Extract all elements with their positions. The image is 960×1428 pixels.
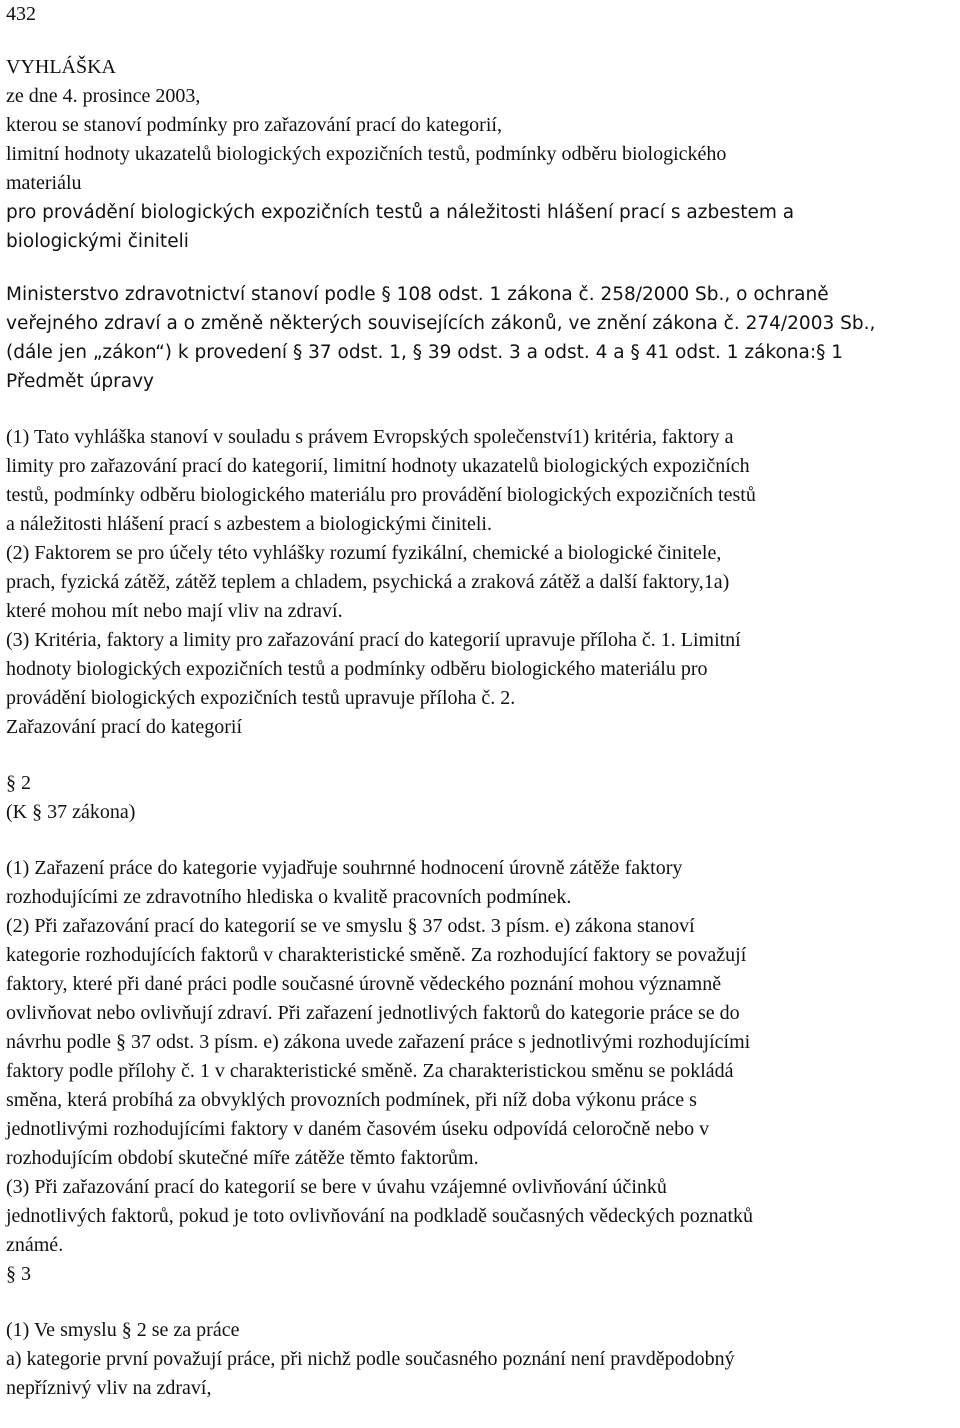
section-1-line: hodnoty biologických expozičních testů a podmínky odběru biologického materiálu pro [6, 658, 708, 680]
preamble-line: Ministerstvo zdravotnictví stanoví podle § 108 odst. 1 zákona č. 258/2000 Sb., o ochraně [6, 284, 829, 305]
section-1-line: (1) Tato vyhláška stanoví v souladu s právem Evropských společenství1) kritéria, faktory a [6, 426, 734, 448]
section-2-line: (1) Zařazení práce do kategorie vyjadřuje souhrnné hodnocení úrovně zátěže faktory [6, 857, 683, 879]
section-1-line: které mohou mít nebo mají vliv na zdraví. [6, 600, 343, 622]
section-2-line: jednotlivými rozhodujícími faktory v daném časovém úseku odpovídá celoročně nebo v [6, 1118, 710, 1140]
decree-header [6, 82, 956, 256]
section-2-line: kategorie rozhodujících faktorů v charakteristické směně. Za rozhodující faktory se považují [6, 944, 747, 966]
page-number: 432 [6, 3, 36, 25]
section-1-line: testů, podmínky odběru biologického materiálu pro provádění biologických expozičních testů [6, 484, 756, 506]
section-2-line: (2) Při zařazování prací do kategorií se ve smyslu § 37 odst. 3 písm. e) zákona stanoví [6, 915, 695, 937]
document-page [6, 0, 956, 1403]
document-title: VYHLÁŠKA [6, 56, 116, 78]
section-1-line: prach, fyzická zátěž, zátěž teplem a chladem, psychická a zraková zátěž a další faktory,1a) [6, 571, 730, 593]
section-3-line: nepříznivý vliv na zdraví, [6, 1377, 212, 1399]
section-3-heading: § 3 [6, 1263, 31, 1285]
header-line: pro provádění biologických expozičních testů a náležitosti hlášení prací s azbestem a [6, 202, 795, 223]
section-2-line: rozhodujícím období skutečné míře zátěže těmto faktorům. [6, 1147, 479, 1169]
header-line: biologickými činiteli [6, 231, 189, 252]
section-2-line: faktory, které při dané práci podle současné úrovně vědeckého poznání mohou významně [6, 973, 722, 995]
section-2-line: návrhu podle § 37 odst. 3 písm. e) zákona uvede zařazení práce s jednotlivými rozhodujícími [6, 1031, 751, 1053]
header-line: limitní hodnoty ukazatelů biologických expozičních testů, podmínky odběru biologického [6, 143, 727, 165]
section-1-line: (3) Kritéria, faktory a limity pro zařazování prací do kategorií upravuje příloha č. 1. Limitní [6, 629, 741, 651]
section-3-line: a) kategorie první považují práce, při nichž podle současného poznání není pravděpodobný [6, 1348, 735, 1370]
section-2 [6, 769, 956, 1260]
header-line: ze dne 4. prosince 2003, [6, 85, 201, 107]
section-3-line: (1) Ve smyslu § 2 se za práce [6, 1319, 240, 1341]
section-2-line: (3) Při zařazování prací do kategorií se bere v úvahu vzájemné ovlivňování účinků [6, 1176, 667, 1198]
section-1-line: limity pro zařazování prací do kategorií, limitní hodnoty ukazatelů biologických expozičních [6, 455, 750, 477]
section-3 [6, 1260, 956, 1403]
header-line: kterou se stanoví podmínky pro zařazování prací do kategorií, [6, 114, 502, 136]
section-1-line: provádění biologických expozičních testů upravuje příloha č. 2. [6, 687, 516, 709]
section-2-line: známé. [6, 1234, 64, 1256]
header-line: materiálu [6, 172, 82, 194]
section-2-reference: (K § 37 zákona) [6, 801, 136, 823]
preamble-line: veřejného zdraví a o změně některých souvisejících zákonů, ve znění zákona č. 274/2003 Sb., [6, 313, 876, 334]
section-2-heading: § 2 [6, 772, 31, 794]
section-2-line: směna, která probíhá za obvyklých provozních podmínek, při níž doba výkonu práce s [6, 1089, 697, 1111]
section-2-line: faktory podle přílohy č. 1 v charakteristické směně. Za charakteristickou směnu se pokládá [6, 1060, 734, 1082]
section-1 [6, 423, 956, 742]
preamble-line: (dále jen „zákon“) k provedení § 37 odst. 1, § 39 odst. 3 a odst. 4 a § 41 odst. 1 zákona:§ 1 [6, 342, 843, 363]
section-1-line: Zařazování prací do kategorií [6, 716, 242, 738]
preamble-line: Předmět úpravy [6, 371, 154, 392]
section-1-line: (2) Faktorem se pro účely této vyhlášky rozumí fyzikální, chemické a biologické činitele, [6, 542, 722, 564]
section-1-line: a náležitosti hlášení prací s azbestem a biologickými činiteli. [6, 513, 492, 535]
preamble [6, 280, 956, 396]
section-2-line: jednotlivých faktorů, pokud je toto ovlivňování na podkladě současných vědeckých poznatků [6, 1205, 754, 1227]
section-2-line: ovlivňovat nebo ovlivňují zdraví. Při zařazení jednotlivých faktorů do kategorie práce se do [6, 1002, 740, 1024]
section-2-line: rozhodujícími ze zdravotního hlediska o kvalitě pracovních podmínek. [6, 886, 572, 908]
